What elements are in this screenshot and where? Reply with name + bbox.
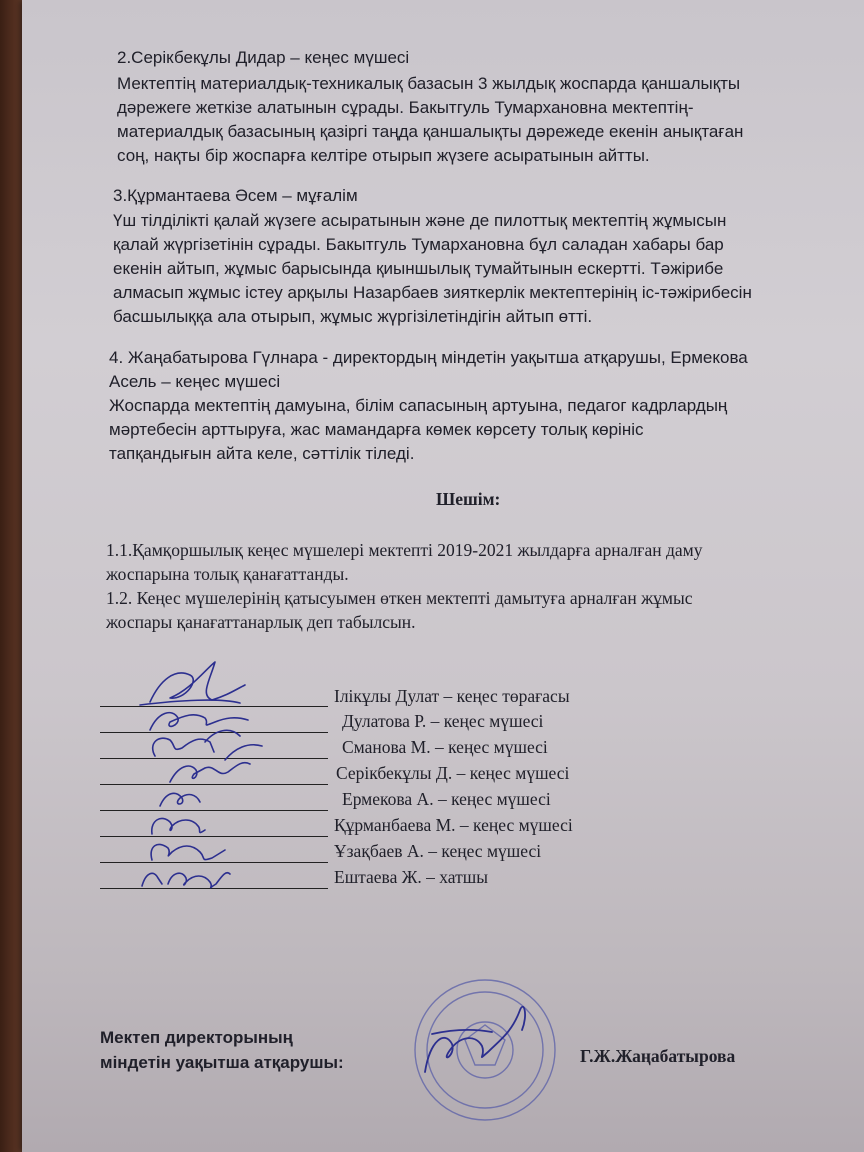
- speaker2-line-2: дәрежеге жеткізе алатынын сұрады. Бакытгуль Тумархановна мектептің-: [117, 98, 694, 117]
- decision-title: Шешім:: [436, 489, 501, 509]
- footer-position-line-2: міндетін уақытша атқарушы:: [100, 1053, 344, 1072]
- speaker3-line-5: басшылыққа ала отырып, жұмыс жүргізілетіндігін айтып өтті.: [113, 307, 593, 326]
- footer-position-line-1: Мектеп директорының: [100, 1028, 293, 1047]
- speaker3-heading: 3.Құрмантаева Әсем – мұғалім: [113, 186, 358, 205]
- speaker3-line-4: алмасып жұмыс істеу арқылы Назарбаев зияткерлік мектептерінің іс-тәжірибесін: [113, 283, 752, 302]
- signatory-4: Серікбекұлы Д. – кеңес мүшесі: [336, 763, 570, 783]
- speaker4-line-3: тапқандығын айта келе, сәттілік тіледі.: [109, 444, 415, 463]
- director-name: Г.Ж.Жаңабатырова: [580, 1046, 736, 1066]
- decision-line-3: 1.2. Кеңес мүшелерінің қатысуымен өткен мектепті дамытуға арналған жұмыс: [106, 588, 693, 608]
- speaker4-heading-line-2: Асель – кеңес мүшесі: [109, 372, 281, 391]
- speaker2-heading: 2.Серікбекұлы Дидар – кеңес мүшесі: [117, 48, 410, 67]
- speaker3-line-1: Үш тілділікті қалай жүзеге асыратынын және де пилоттық мектептің жұмысын: [113, 211, 727, 230]
- speaker4-line-1: Жоспарда мектептің дамуына, білім сапасының артуына, педагог кадрлардың: [109, 396, 728, 415]
- signatory-8: Ештаева Ж. – хатшы: [334, 867, 489, 887]
- speaker3-line-3: екенін айтып, жұмыс барысында қиыншылық тумайтынын ескертті. Тәжірибе: [113, 259, 724, 278]
- decision-line-2: жоспарына толық қанағаттанды.: [106, 564, 349, 584]
- signatory-7: Ұзақбаев А. – кеңес мүшесі: [334, 841, 542, 861]
- speaker3-line-2: қалай жүргізетінін сұрады. Бакытгуль Тумархановна бұл саладан хабары бар: [113, 235, 724, 254]
- speaker2-line-4: соң, нақты бір жоспарға келтіре отырып жүзеге асыратынын айтты.: [117, 146, 650, 165]
- decision-line-4: жоспары қанағаттанарлық деп табылсын.: [106, 612, 416, 632]
- decision-line-1: 1.1.Қамқоршылық кеңес мүшелері мектепті 2019-2021 жылдарға арналған даму: [106, 540, 703, 560]
- signatory-1: Ілікұлы Дулат – кеңес төрағасы: [334, 686, 570, 706]
- speaker2-line-1: Мектептің материалдық-техникалық базасын 3 жылдық жоспарда қаншалықты: [117, 74, 741, 93]
- speaker4-heading-line-1: 4. Жаңабатырова Гүлнара - директордың міндетін уақытша атқарушы, Ермекова: [109, 348, 748, 367]
- signatory-6: Құрманбаева М. – кеңес мүшесі: [334, 815, 573, 835]
- signatory-2: Дулатова Р. – кеңес мүшесі: [342, 711, 544, 731]
- speaker4-line-2: мәртебесін арттыруға, жас мамандарға көмек көрсету толық көрініс: [109, 420, 644, 439]
- signatory-3: Сманова М. – кеңес мүшесі: [342, 737, 548, 757]
- speaker2-line-3: материалдық базасының қазіргі таңда қаншалықты дәрежеде екенін анықтаған: [117, 122, 744, 141]
- signatory-5: Ермекова А. – кеңес мүшесі: [342, 789, 551, 809]
